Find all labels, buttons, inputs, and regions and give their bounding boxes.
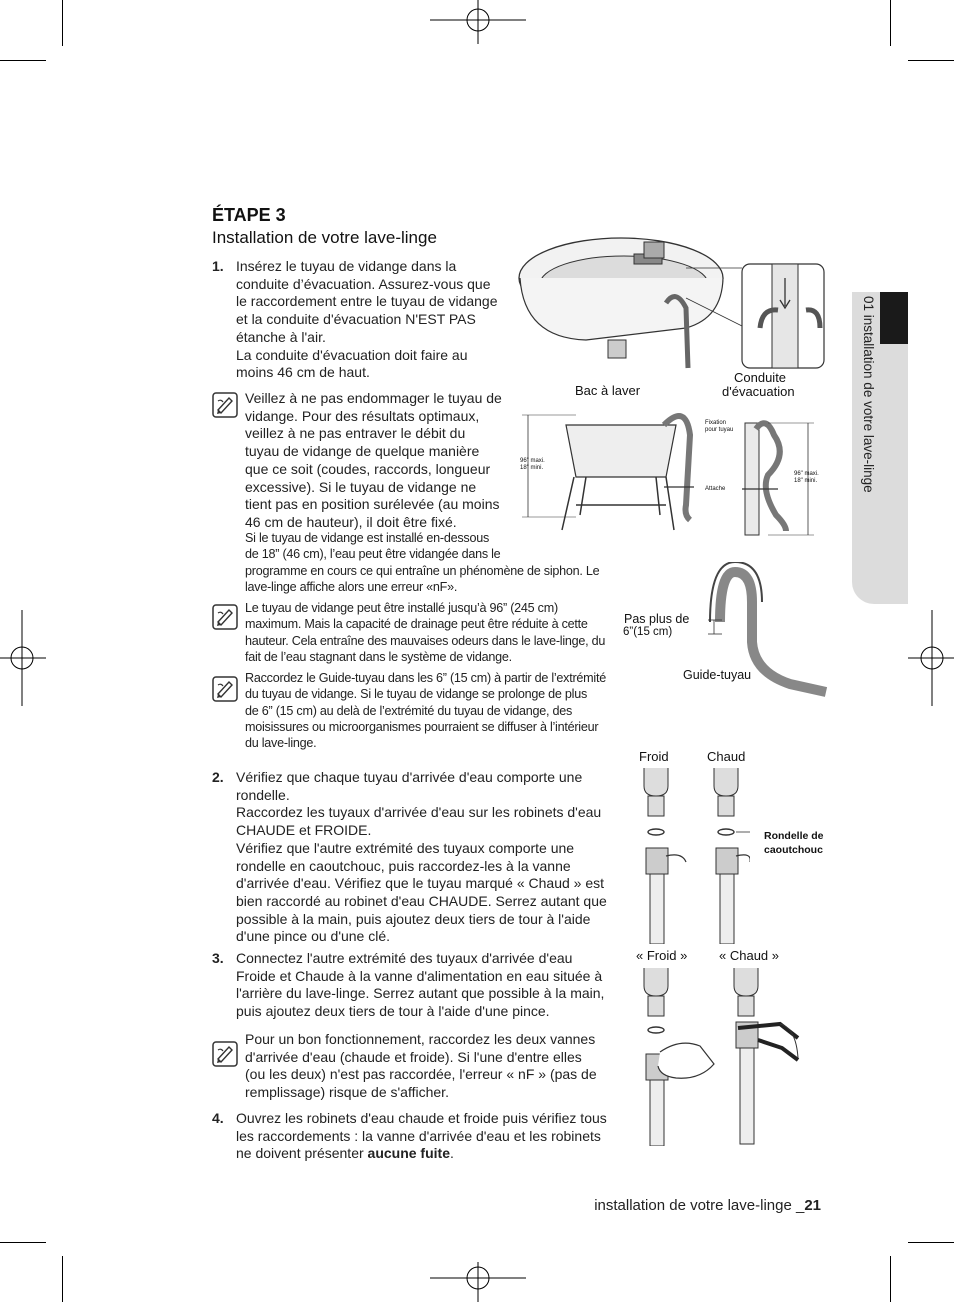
registration-mark	[430, 1262, 526, 1302]
drain-hose-illustration	[516, 395, 828, 545]
label-six-cm: 6”(15 cm)	[623, 626, 673, 638]
registration-mark	[908, 610, 954, 706]
text-line: veillez à ne pas entraver le débit du	[245, 425, 466, 442]
text-line: 46 cm de hauteur), il doit être fixé.	[245, 513, 457, 530]
text-line: hauteur. Cela entraîne des mauvaises odeurs dans le lave-linge, du	[245, 633, 606, 648]
note-pencil-icon	[212, 392, 238, 418]
text-line: Pour un bon fonctionnement, raccordez les deux vannes	[245, 1031, 596, 1047]
text-line: 96" maxi.	[520, 458, 545, 464]
text-line: l'arrière du lave-linge. Serrez autant que possible à la main,	[236, 985, 605, 1002]
text-line: puis ajoutez deux tiers de tour à l'aide d'une pince.	[236, 1003, 550, 1020]
label-conduite: Conduite	[734, 370, 787, 385]
text-line: rondelle.	[236, 786, 290, 803]
item-4-text	[236, 1110, 621, 1163]
text-line: que ce soit (coudes, raccords, longueur	[245, 460, 491, 477]
note-pencil-icon	[212, 676, 238, 702]
text-line: moisissures ou microorganismes pourraient se diffuser à l’intérieur	[245, 719, 599, 734]
crop-mark	[908, 60, 954, 61]
crop-mark	[62, 1256, 63, 1302]
emphasis-text: aucune fuite	[367, 1145, 450, 1162]
crop-mark	[62, 0, 63, 46]
valve-connection-illustration	[630, 968, 800, 1146]
label-pas-plus: Pas plus de	[624, 612, 690, 626]
item-3-text	[236, 950, 621, 1021]
note-pencil-icon	[212, 604, 238, 630]
label-fixation	[705, 420, 733, 434]
crop-mark	[908, 1242, 954, 1243]
item-number: 1.	[212, 258, 224, 274]
text-line: bien raccordé au robinet d'eau CHAUDE. Serrez autant que	[236, 892, 607, 909]
text-line: maximum. Mais la capacité de drainage peut être réduite à cette	[245, 617, 588, 632]
text-line: Raccordez le Guide-tuyau dans les 6” (15 cm) à partir de l’extrémité	[245, 671, 606, 685]
item-number: 4.	[212, 1110, 224, 1126]
note-pencil-icon	[212, 1041, 238, 1067]
label-guide: Guide-tuyau	[683, 668, 752, 682]
text-line: Vérifiez que chaque tuyau d'arrivée d'eau comporte une	[236, 769, 583, 785]
footer-text: installation de votre lave-linge _	[594, 1197, 805, 1214]
text-line: Le tuyau de vidange peut être installé jusqu’à 96” (245 cm)	[245, 601, 558, 615]
text-line: d'arrivée d'eau. Vérifiez que le tuyau marqué « Chaud » est	[236, 875, 605, 892]
registration-mark	[430, 0, 526, 44]
text-line: La conduite d'évacuation doit faire au	[236, 346, 468, 363]
text-line: excessive). Si le tuyau de vidange ne	[245, 478, 477, 495]
page-number: 21	[804, 1197, 821, 1214]
text-line: moins 46 cm de haut.	[236, 364, 370, 381]
text-line: tient pas en position surélevée (au moins	[245, 496, 500, 513]
label-evacuation: d'évacuation	[722, 384, 795, 399]
text-line: programme en cours ce qui entraîne un phénomène de siphon. Le	[245, 563, 600, 578]
label-bac: Bac à laver	[575, 383, 641, 398]
text-line: tuyau de vidange de quelque manière	[245, 443, 480, 460]
registration-mark	[0, 610, 46, 706]
text-line: Insérez le tuyau de vidange dans la	[236, 258, 457, 274]
tap-connection-illustration	[630, 768, 750, 944]
text-segment: .	[450, 1145, 454, 1162]
text-line: lave-linge affiche alors une erreur «nF».	[245, 579, 458, 594]
step-subtitle: Installation de votre lave-linge	[212, 228, 437, 247]
sink-illustration	[516, 228, 828, 378]
text-line: Si le tuyau de vidange est installé en-dessous	[245, 531, 490, 545]
text-line: Ouvrez les robinets d'eau chaude et froide puis vérifiez tous	[236, 1110, 607, 1126]
text-line: de 18” (46 cm), l’eau peut être vidangée dans le	[245, 547, 501, 562]
text-line: étanche à l'air.	[236, 328, 326, 345]
item-number: 3.	[212, 950, 224, 966]
step-title: ÉTAPE 3	[212, 205, 286, 225]
crop-mark	[890, 1256, 891, 1302]
crop-mark	[0, 60, 46, 61]
label-chaud-quoted: « Chaud »	[719, 948, 779, 963]
text-line: possible à la main, puis ajoutez deux tiers de tour à l'aide	[236, 910, 591, 927]
text-line: le raccordement entre le tuyau de vidange	[236, 293, 498, 310]
label-dim-right	[794, 471, 819, 485]
label-froid-quoted: « Froid »	[636, 948, 688, 963]
note-2	[245, 600, 615, 665]
text-line: du tuyau de vidange. Si le tuyau de vidange se prolonge de plus	[245, 687, 588, 702]
text-line: pour tuyau	[705, 427, 734, 433]
label-froid: Froid	[639, 749, 669, 764]
text-segment: ne doivent présenter	[236, 1145, 368, 1162]
note-3	[245, 670, 620, 751]
text-line: d'une pince ou d'une clé.	[236, 928, 391, 945]
note-4	[245, 1031, 615, 1102]
text-line: 96" maxi.	[794, 471, 819, 477]
label-dim-left	[520, 458, 545, 472]
text-line: du lave-linge.	[245, 736, 317, 751]
text-line: Fixation	[705, 420, 727, 426]
text-line: Veillez à ne pas endommager le tuyau de	[245, 390, 502, 406]
crop-mark	[890, 0, 891, 46]
label-rondelle	[764, 829, 824, 857]
text-line: fait de l’eau stagnant dans le système de vidange.	[245, 649, 512, 664]
text-line: Connectez l'autre extrémité des tuyaux d'arrivée d'eau	[236, 950, 573, 966]
text-line: d'arrivée d'eau (chaude et froide). Si l'une d'entre elles	[245, 1048, 582, 1065]
text-line: Rondelle de	[764, 830, 824, 842]
item-number: 2.	[212, 769, 224, 785]
label-attache: Attache	[705, 486, 726, 492]
text-line: vidange. Pour des résultats optimaux,	[245, 407, 480, 424]
text-line: 18" mini.	[794, 478, 818, 484]
label-chaud: Chaud	[707, 749, 746, 764]
item-2-text	[236, 769, 621, 946]
note-1-main	[245, 390, 510, 532]
text-line	[236, 1145, 621, 1163]
chapter-tab-label: 01 installation de votre lave-linge	[861, 296, 876, 493]
text-line: caoutchouc	[764, 844, 823, 856]
text-line: conduite d’évacuation. Assurez-vous que	[236, 275, 491, 292]
text-line: remplissage) risque de s'afficher.	[245, 1084, 449, 1101]
text-line: rondelle en caoutchouc, puis raccordez-les à la vanne	[236, 857, 571, 874]
item-1-text	[236, 258, 516, 382]
crop-mark	[0, 1242, 46, 1243]
text-line: et la conduite d'évacuation N'EST PAS	[236, 311, 476, 328]
text-line: Raccordez les tuyaux d'arrivée d'eau sur les robinets d'eau	[236, 804, 602, 821]
text-line: Froide et Chaude à la vanne d'alimentation en eau située à	[236, 967, 603, 984]
chapter-tab-marker	[880, 292, 908, 344]
text-line: 18" mini.	[520, 465, 544, 471]
text-line: CHAUDE et FROIDE.	[236, 822, 372, 839]
text-line: (ou les deux) n'est pas raccordée, l'erreur « nF » (pas de	[245, 1066, 597, 1083]
text-line: Vérifiez que l'autre extrémité des tuyaux comporte une	[236, 839, 575, 856]
text-line: de 6” (15 cm) au delà de l’extrémité du tuyau de vidange, des	[245, 703, 573, 718]
page-footer	[594, 1197, 821, 1214]
text-line: les raccordements : la vanne d'arrivée d'eau et les robinets	[236, 1127, 601, 1144]
